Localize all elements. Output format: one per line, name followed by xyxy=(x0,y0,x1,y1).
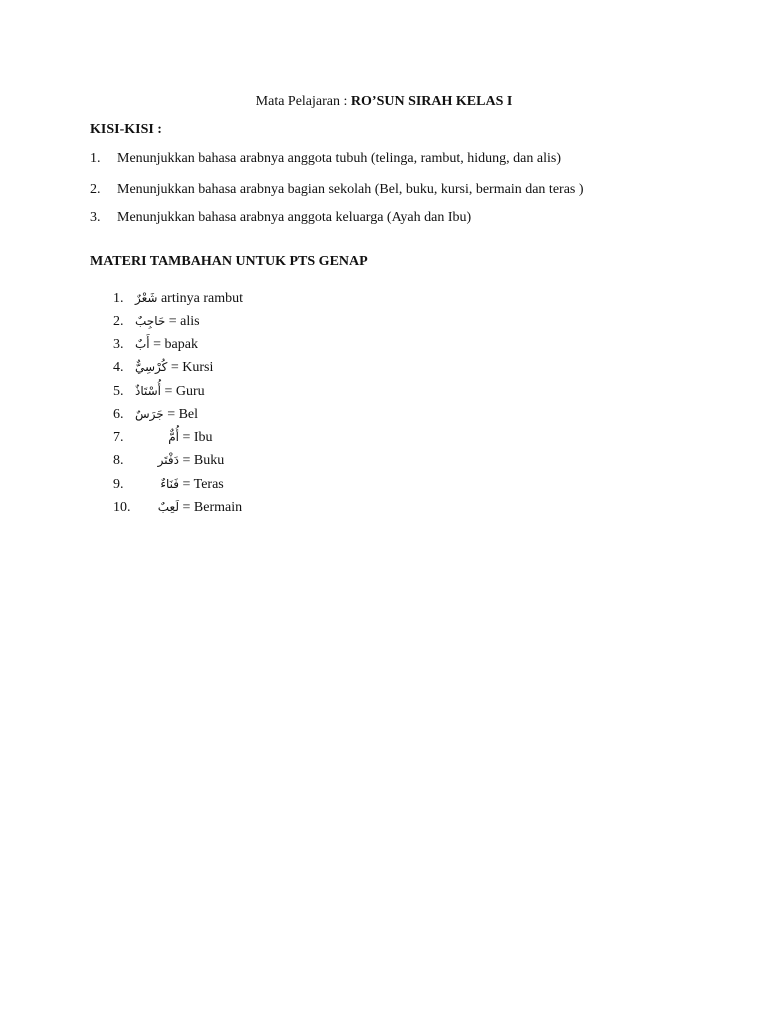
list-item-meaning: = Bel xyxy=(167,407,199,422)
arabic-word: أُمٌّ xyxy=(168,430,179,444)
list-item-number: 2. xyxy=(113,314,124,329)
kisi-item xyxy=(90,151,730,167)
list-item-number: 10. xyxy=(113,500,131,515)
list-item-meaning: = Guru xyxy=(164,384,205,399)
title-prefix: Mata Pelajaran : xyxy=(255,94,348,109)
arabic-word: حَاجِبٌ xyxy=(135,314,166,328)
materi-heading: MATERI TAMBAHAN UNTUK PTS GENAP xyxy=(90,254,368,269)
kisi-item xyxy=(90,182,730,198)
list-item xyxy=(113,450,224,470)
arabic-word: لَعِبٌ xyxy=(157,500,179,514)
list-item xyxy=(113,381,205,401)
list-item-number: 5. xyxy=(113,384,124,399)
list-item-number: 6. xyxy=(113,407,124,422)
arabic-word: أَبٌ xyxy=(135,337,150,351)
arabic-word: فَنَاءٌ xyxy=(160,477,179,491)
list-item-meaning: = bapak xyxy=(153,337,198,352)
list-item-meaning: artinya rambut xyxy=(160,291,243,306)
kisi-kisi-heading: KISI-KISI : xyxy=(90,122,162,137)
list-item xyxy=(113,334,198,354)
list-item-number: 7. xyxy=(113,430,124,445)
list-item-number: 8. xyxy=(113,453,124,468)
list-item-meaning: = alis xyxy=(168,314,200,329)
kisi-item-number: 3. xyxy=(90,210,101,225)
list-item-meaning: = Teras xyxy=(182,477,224,492)
kisi-item-number: 2. xyxy=(90,182,101,197)
list-item-meaning: = Kursi xyxy=(170,360,214,375)
list-item xyxy=(113,311,200,331)
list-item-number: 4. xyxy=(113,360,124,375)
title-subject: RO’SUN SIRAH KELAS I xyxy=(350,94,513,109)
kisi-item-text: Menunjukkan bahasa arabnya bagian sekolah (Bel, buku, kursi, bermain dan teras ) xyxy=(117,182,584,197)
arabic-word: كُرْسِيٌّ xyxy=(135,360,168,374)
list-item-number: 3. xyxy=(113,337,124,352)
list-item xyxy=(113,497,242,517)
list-item-meaning: = Buku xyxy=(182,453,225,468)
list-item-meaning: = Ibu xyxy=(182,430,213,445)
list-item xyxy=(113,427,213,447)
list-item-meaning: = Bermain xyxy=(182,500,243,515)
arabic-word: أُسْتَاذٌ xyxy=(135,384,162,398)
list-item xyxy=(113,474,224,494)
page-title xyxy=(0,94,768,110)
arabic-word: جَرَسٌ xyxy=(135,407,164,421)
list-item xyxy=(113,357,213,377)
kisi-item xyxy=(90,210,730,226)
list-item-number: 1. xyxy=(113,291,124,306)
list-item xyxy=(113,288,243,308)
arabic-word: دَفْتَر xyxy=(157,453,179,467)
list-item xyxy=(113,404,198,424)
kisi-item-number: 1. xyxy=(90,151,101,166)
kisi-item-text: Menunjukkan bahasa arabnya anggota tubuh (telinga, rambut, hidung, dan alis) xyxy=(117,151,561,166)
arabic-word: شَعْرٌ xyxy=(135,291,158,305)
list-item-number: 9. xyxy=(113,477,124,492)
kisi-item-text: Menunjukkan bahasa arabnya anggota keluarga (Ayah dan Ibu) xyxy=(117,210,472,225)
